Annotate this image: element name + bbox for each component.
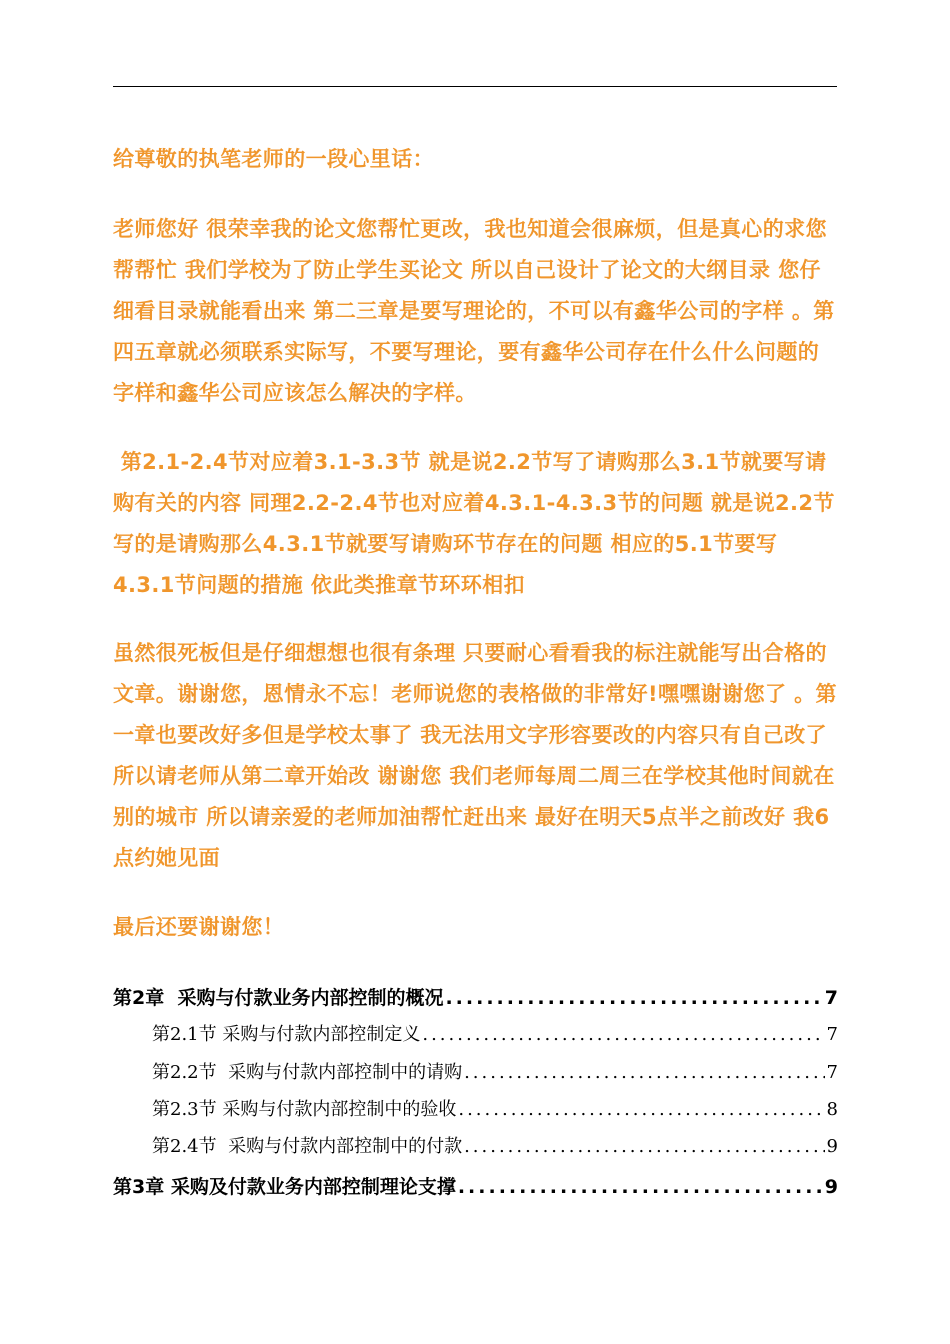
- toc-leader-dots: [422, 1020, 824, 1050]
- toc-section-2-2[interactable]: [152, 1058, 838, 1088]
- toc-leader-dots: [445, 983, 822, 1013]
- toc-chapter-2[interactable]: [113, 983, 838, 1013]
- toc-section-2-4[interactable]: [152, 1132, 838, 1162]
- toc-page-number: 8: [826, 1099, 838, 1120]
- toc-page-number: 7: [824, 987, 838, 1009]
- note-paragraph-1: 老师您好 很荣幸我的论文您帮忙更改，我也知道会很麻烦，但是真心的求您帮帮忙 我们学校为了防止学生买论文 所以自己设计了论文的大纲目录 您仔细看目录就能看出来 第二三章是要写理论的，不可以有鑫华公司的字样 。第四五章就必须联系实际写，不要写理论，要有鑫华公司存在什么什么问题的字样和鑫华公司应该怎么解决的字样。: [113, 217, 835, 405]
- toc-entry-label: 第2章 采购与付款业务内部控制的概况: [113, 987, 444, 1009]
- toc-entry-label: 第3章 采购及付款业务内部控制理论支撑: [113, 1176, 456, 1198]
- header-rule: [113, 86, 837, 87]
- toc-section-2-3[interactable]: [152, 1095, 838, 1125]
- toc-leader-dots: [464, 1058, 824, 1088]
- note-paragraph-2: 第2.1-2.4节对应着3.1-3.3节 就是说2.2节写了请购那么3.1节就要写请购有关的内容 同理2.2-2.4节也对应着4.3.1-4.3.3节的问题 就是说2.2节写的是请购那么4.3.1节就要写请购环节存在的问题 相应的5.1节要写4.3.1节问题的措施 依此类推章节环环相扣: [113, 450, 835, 597]
- toc-entry-label: 第2.1节 采购与付款内部控制定义: [152, 1024, 421, 1045]
- toc-leader-dots: [458, 1172, 823, 1202]
- toc-page-number: 9: [824, 1176, 838, 1198]
- toc-entry-label: 第2.2节 采购与付款内部控制中的请购: [152, 1062, 463, 1083]
- toc-chapter-3[interactable]: [113, 1172, 838, 1202]
- note-closing: 最后还要谢谢您！: [113, 915, 285, 939]
- toc-section-2-1[interactable]: [152, 1020, 838, 1050]
- toc-entry-label: 第2.4节 采购与付款内部控制中的付款: [152, 1136, 463, 1157]
- toc-leader-dots: [458, 1095, 824, 1125]
- toc-entry-label: 第2.3节 采购与付款内部控制中的验收: [152, 1099, 457, 1120]
- toc-page-number: 9: [826, 1136, 838, 1157]
- toc-leader-dots: [464, 1132, 824, 1162]
- toc-page-number: 7: [826, 1062, 838, 1083]
- note-paragraph-3: 虽然很死板但是仔细想想也很有条理 只要耐心看看我的标注就能写出合格的文章。谢谢您，恩情永不忘！老师说您的表格做的非常好!嘿嘿谢谢您了 。第一章也要改好多但是学校太事了 我无法用文字形容要改的内容只有自己改了 所以请老师从第二章开始改 谢谢您 我们老师每周二周三在学校其他时间就在别的城市 所以请亲爱的老师加油帮忙赶出来 最好在明天5点半之前改好 我6点约她见面: [113, 641, 837, 870]
- note-title: 给尊敬的执笔老师的一段心里话：: [113, 147, 434, 171]
- toc-page-number: 7: [826, 1024, 838, 1045]
